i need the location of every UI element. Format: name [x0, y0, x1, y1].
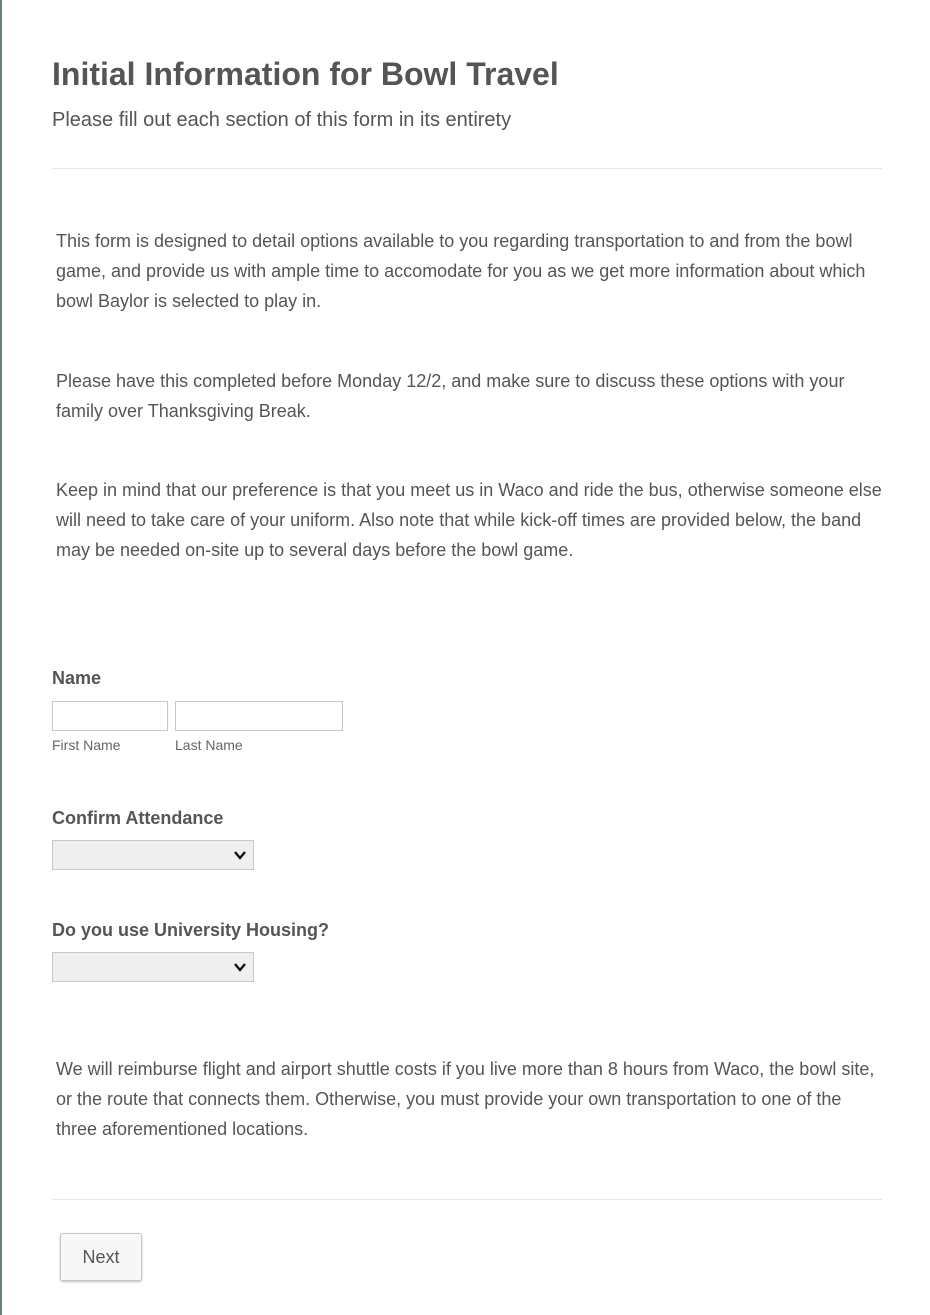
- chevron-down-icon: [233, 960, 247, 974]
- chevron-down-icon: [233, 848, 247, 862]
- attendance-select[interactable]: [52, 840, 254, 870]
- last-name-sublabel: Last Name: [175, 737, 243, 753]
- footer-divider: [52, 1199, 882, 1200]
- intro-paragraph-2: Please have this completed before Monday 12/2, and make sure to discuss these options with your family over Thanksgiving Break.: [56, 371, 845, 421]
- form-title: Initial Information for Bowl Travel: [52, 56, 559, 92]
- housing-label: Do you use University Housing?: [52, 920, 330, 940]
- attendance-label: Confirm Attendance: [52, 808, 224, 828]
- first-name-input[interactable]: [52, 701, 168, 731]
- form-subtitle: Please fill out each section of this form in its entirety: [52, 109, 512, 131]
- reimbursement-note: We will reimburse flight and airport shuttle costs if you live more than 8 hours from Waco, the bowl site, or the route that connects them. Otherwise, you must provide your own transportation to one of the three aforementioned locations.: [56, 1059, 875, 1139]
- housing-select[interactable]: [52, 952, 254, 982]
- intro-paragraph-1: This form is designed to detail options available to you regarding transportation to and from the bowl game, and provide us with ample time to accomodate for you as we get more information about which bowl Baylor is selected to play in.: [56, 231, 866, 311]
- last-name-input[interactable]: [175, 701, 343, 731]
- intro-paragraph-3: Keep in mind that our preference is that you meet us in Waco and ride the bus, otherwise someone else will need to take care of your uniform. Also note that while kick-off times are provided below, the band may be needed on-site up to several days before the bowl game.: [56, 480, 882, 560]
- header-divider: [52, 168, 882, 169]
- next-button[interactable]: Next: [60, 1233, 142, 1281]
- first-name-sublabel: First Name: [52, 737, 121, 753]
- name-label: Name: [52, 668, 102, 688]
